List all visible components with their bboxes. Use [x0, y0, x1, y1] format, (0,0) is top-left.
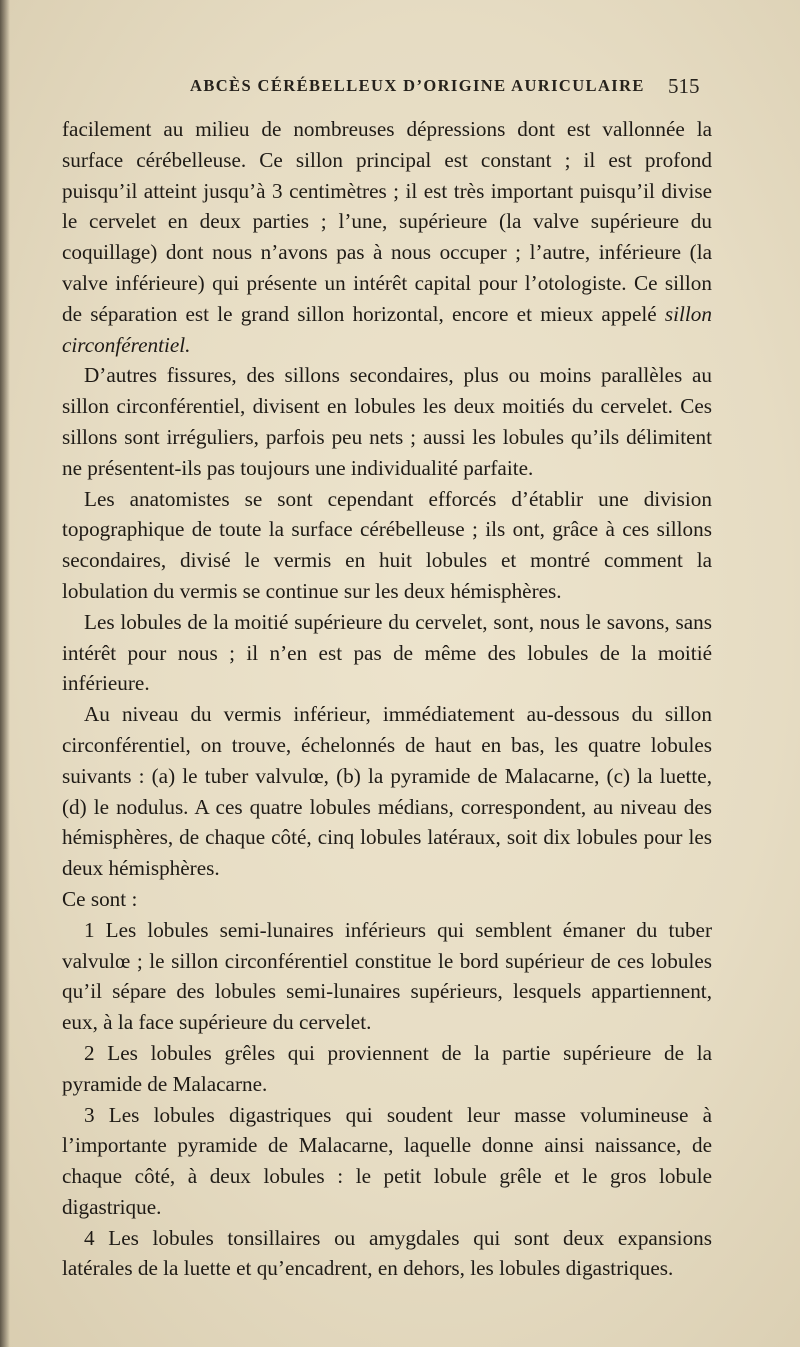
list-item: 1 Les lobules semi-lunaires inférieurs qui semblent émaner du tuber valvulœ ; le sillon circonférentiel constitue le bord supérieur de ces lobules qu’il sépare des lobules semi-lunaires supérieurs, lesquels appartiennent, eux, à la face supérieure du cervelet. [62, 917, 712, 1035]
paragraph-1 [62, 114, 712, 360]
paragraph-4: Les lobules de la moitié supérieure du cervelet, sont, nous le savons, sans intérêt pour nous ; il n’en est pas de même des lobules de la moitié inférieure. [62, 609, 712, 696]
list-item: 3 Les lobules digastriques qui soudent leur masse volumineuse à l’importante pyramide de Malacarne, laquelle donne ainsi naissance, de chaque côté, à deux lobules : le petit lobule grêle et le gros lobule digastrique. [62, 1102, 712, 1219]
term-sillon-circonferentiel: sillon circonférentiel. [62, 301, 712, 357]
paragraph-6: Ce sont : [62, 886, 138, 911]
running-title: ABCÈS CÉRÉBELLEUX D’ORIGINE AURICULAIRE [190, 76, 645, 95]
page-number: 515 [668, 74, 700, 98]
paragraph-2: D’autres fissures, des sillons secondaires, plus ou moins parallèles au sillon circonférentiel, divisent en lobules les deux moitiés du cervelet. Ces sillons sont irréguliers, parfois peu nets ; aussi les lobules qu’ils délimitent ne présentent-ils pas toujours une individualité parfaite. [62, 363, 712, 480]
list-item: 2 Les lobules grêles qui proviennent de la partie supérieure de la pyramide de Malacarne. [62, 1040, 712, 1096]
list-item: 4 Les lobules tonsillaires ou amygdales qui sont deux expansions latérales de la luette et qu’encadrent, en dehors, les lobules digastriques. [62, 1225, 712, 1281]
paragraph-5: Au niveau du vermis inférieur, immédiatement au-dessous du sillon circonférentiel, on trouve, échelonnés de haut en bas, les quatre lobules suivants : (a) le tuber valvulœ, (b) la pyramide de Malacarne, (c) la luette, (d) le nodulus. A ces quatre lobules médians, correspondent, au niveau des hémisphères, de chaque côté, cinq lobules latéraux, soit dix lobules pour les deux hémisphères. [62, 702, 712, 881]
paragraph-3: Les anatomistes se sont cependant efforcés d’établir une division topographique de toute la surface cérébelleuse ; ils ont, grâce à ces sillons secondaires, divisé le vermis en huit lobules et montré comment la lobulation du vermis se continue sur les deux hémisphères. [62, 486, 712, 603]
page-binding-edge [0, 0, 10, 1347]
text-body [62, 114, 712, 1284]
page-header [0, 76, 800, 100]
paragraph-1-text: facilement au milieu de nombreuses dépressions dont est vallonnée la surface cérébelleuse. Ce sillon principal est constant ; il est profond puisqu’il atteint jusqu’à 3 centimètres ; il est très important puisqu’il divise le cervelet en deux parties ; l’une, supérieure (la valve supérieure du coquillage) dont nous n’avons pas à nous occuper ; l’autre, inférieure (la valve inférieure) qui présente un intérêt capital pour l’otologiste. Ce sillon de séparation est le grand sillon horizontal, encore et mieux appelé [62, 117, 712, 326]
